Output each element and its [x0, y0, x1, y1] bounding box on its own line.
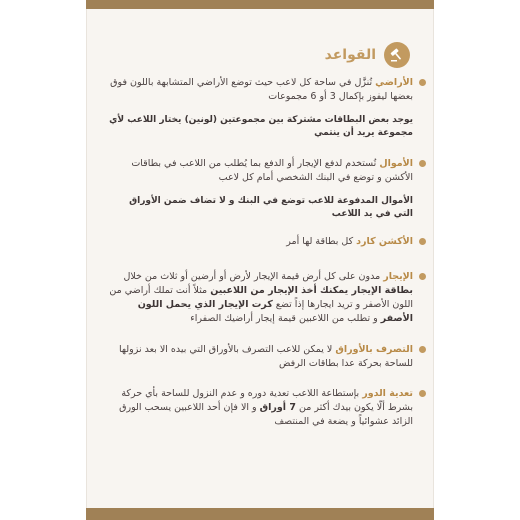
bottom-band [86, 508, 434, 520]
rule-pass-turn [109, 387, 413, 429]
rule-card-handling [109, 343, 413, 371]
rule-emphasis: بطاقة الإيجار يمكنك أخذ الإيجار من اللاعبين [210, 285, 413, 296]
rule-emphasis: 7 أوراق [259, 402, 296, 413]
rule-note: يوجد بعض البطاقات مشتركة بين مجموعتين (لونين) يختار اللاعب لأي مجموعة يريد أن ينتمي [109, 115, 413, 138]
rule-body [109, 76, 413, 104]
rule-body [109, 387, 413, 429]
rule-heading: الأموال [379, 158, 413, 169]
rule-heading: التصرف بالأوراق [335, 344, 413, 355]
rule-body [109, 157, 413, 185]
rule-action-card [109, 235, 413, 249]
bullet-dot [419, 273, 426, 280]
bullet-dot [419, 346, 426, 353]
bullet-dot [419, 238, 426, 245]
rule-text: لا يمكن للاعب التصرف بالأوراق التي بيده الا بعد نزولها للساحة بحركة عدا بطاقات الرفض [118, 344, 413, 369]
rule-body [109, 235, 413, 249]
rule-note: الأموال المدفوعة للاعب توضع في البنك و لا تضاف ضمن الأوراق التي في يد اللاعب [129, 196, 413, 219]
rule-heading: الأكشن كارد [356, 236, 413, 247]
rule-money [109, 157, 413, 221]
page-title: القواعد [324, 47, 376, 63]
rule-emphasis: كرت الإيجار الذي يحمل اللون الأصفر [137, 299, 413, 324]
bullet-dot [419, 160, 426, 167]
bullet-dot [419, 79, 426, 86]
rule-body [109, 343, 413, 371]
rule-text: مدون على كل أرض قيمة الإيجار لأرض أو أرضين أو ثلاث من خلال [123, 271, 381, 282]
gavel-icon [384, 42, 410, 68]
rule-heading: الأراضي [375, 77, 413, 88]
rule-text: بإستطاعة اللاعب تعدية دوره و عدم النزول للساحة بأي حركة بشرط ألّا يكون بيدك أكثر من [121, 388, 413, 413]
rule-body [109, 270, 413, 326]
rule-text: و تطلب من اللاعبين قيمة إيجار أراضيك الصفراء [190, 313, 378, 324]
rule-text: تُنزَّل في ساحة كل لاعب حيث توضع الأراضي المتشابهة باللون فوق بعضها ليفوز بإكمال 3 أو 6 مجموعات [110, 77, 413, 102]
rule-text: و الا فإن أحد اللاعبين يسحب الورق الزائد عشوائياً و يضعة في المنتصف [119, 402, 413, 427]
rule-heading: تعدية الدور [362, 388, 413, 399]
rule-text: كل بطاقة لها أمر [286, 236, 354, 247]
rule-rent [109, 270, 413, 326]
rules-header [325, 42, 410, 68]
bullet-dot [419, 390, 426, 397]
top-band [86, 0, 434, 9]
rule-lands [109, 76, 413, 140]
rule-text: مثلاً أنت تملك أراضي من اللون الأصفر و تريد ايجارها إذاً تضع [109, 285, 413, 310]
rule-text: تُستخدم لدفع الإيجار أو الدفع بما يُطلب من اللاعب في بطاقات الأكشن و توضع في البنك الشخصي أمام كل لاعب [131, 158, 413, 183]
rule-heading: الإيجار [383, 271, 413, 282]
